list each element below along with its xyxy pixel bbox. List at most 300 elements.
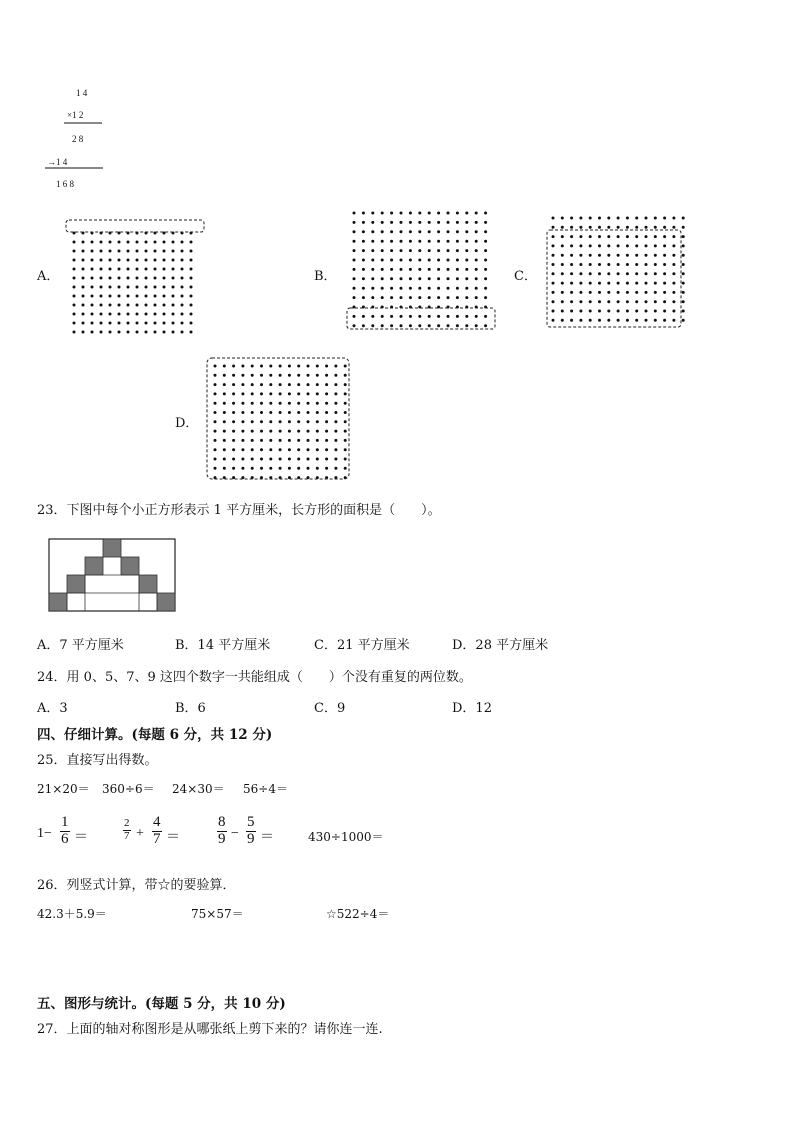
grid-dot	[475, 277, 478, 280]
grid-dot	[316, 374, 319, 377]
grid-dot	[475, 221, 478, 224]
grid-dot	[145, 295, 148, 298]
grid-dot	[136, 286, 139, 289]
grid-dot	[570, 300, 573, 303]
grid-dot	[418, 287, 421, 290]
grid-dot	[579, 254, 582, 257]
mult-underline-2	[45, 167, 105, 169]
grid-dot	[381, 324, 384, 327]
grid-dot	[109, 295, 112, 298]
grid-dot	[136, 304, 139, 307]
grid-dot	[127, 313, 130, 316]
grid-dot	[260, 365, 263, 368]
grid-dot	[635, 235, 638, 238]
grid-dot	[325, 467, 328, 470]
grid-dot	[447, 230, 450, 233]
grid-dot	[223, 365, 226, 368]
grid-dot	[390, 268, 393, 271]
grid-dot	[118, 331, 121, 334]
grid-dot	[260, 420, 263, 423]
grid-dot	[579, 291, 582, 294]
grid-dot	[579, 235, 582, 238]
grid-dot	[371, 249, 374, 252]
grid-dot	[325, 402, 328, 405]
grid-dot	[484, 296, 487, 299]
grid-dot	[82, 259, 85, 262]
grid-dot	[145, 250, 148, 253]
q24-question: 24．用 0、5、7、9 这四个数字一共能组成（ ）个没有重复的两位数。	[37, 670, 472, 685]
fraction-numerator: 4	[153, 814, 161, 830]
grid-dot	[223, 383, 226, 386]
grid-dot	[645, 226, 648, 229]
grid-dot	[145, 322, 148, 325]
grid-dot	[598, 272, 601, 275]
grid-dot	[598, 300, 601, 303]
grid-dot	[409, 268, 412, 271]
grid-dot	[672, 310, 675, 313]
grid-dot	[82, 241, 85, 244]
grid-dot	[241, 374, 244, 377]
grid-dot	[307, 402, 310, 405]
grid-dot	[437, 324, 440, 327]
grid-dot	[251, 402, 254, 405]
grid-dot	[214, 420, 217, 423]
grid-dot	[73, 322, 76, 325]
grid-dot	[325, 411, 328, 414]
grid-dot	[109, 313, 112, 316]
grid-dot	[400, 277, 403, 280]
grid-dot	[232, 439, 235, 442]
grid-dot	[190, 250, 193, 253]
grid-dot	[579, 217, 582, 220]
grid-dot	[465, 287, 468, 290]
grid-dot	[418, 212, 421, 215]
grid-dot	[109, 241, 112, 244]
grid-dot	[409, 287, 412, 290]
grid-dot	[353, 287, 356, 290]
grid-dot	[381, 230, 384, 233]
grid-dot	[325, 439, 328, 442]
grid-dot	[232, 383, 235, 386]
q23-option-a: A．7 平方厘米	[37, 638, 124, 653]
grid-dot	[362, 240, 365, 243]
grid-dot	[428, 259, 431, 262]
grid-dot	[626, 217, 629, 220]
grid-dot	[381, 259, 384, 262]
q25-expr-1-equals: ＝	[74, 829, 88, 845]
grid-dot	[91, 322, 94, 325]
grid-dot	[288, 420, 291, 423]
grid-dot	[400, 212, 403, 215]
grid-dot	[484, 212, 487, 215]
grid-dot	[316, 458, 319, 461]
grid-dot	[607, 254, 610, 257]
grid-dot	[100, 313, 103, 316]
grid-dot	[437, 230, 440, 233]
grid-dot	[353, 212, 356, 215]
grid-dot	[672, 235, 675, 238]
grid-dot	[232, 458, 235, 461]
grid-dot	[214, 430, 217, 433]
grid-dot	[617, 300, 620, 303]
grid-dot	[682, 263, 685, 266]
mult-row-1: 1 4	[76, 88, 88, 98]
grid-dot	[607, 217, 610, 220]
grid-dot	[154, 331, 157, 334]
grid-dot	[381, 315, 384, 318]
mult-underline-1	[64, 122, 104, 124]
grid-dot	[307, 467, 310, 470]
grid-dot	[279, 402, 282, 405]
grid-dot	[484, 230, 487, 233]
grid-dot	[579, 282, 582, 285]
grid-dot	[154, 259, 157, 262]
grid-dot	[598, 282, 601, 285]
grid-dot	[428, 221, 431, 224]
grid-dot	[163, 295, 166, 298]
q25-item-1: 21×20＝	[37, 782, 90, 796]
q25-expr-2-equals: ＝	[166, 829, 180, 845]
grid-dot	[682, 244, 685, 247]
dot-grid-a	[64, 218, 209, 333]
grid-dot	[82, 295, 85, 298]
grid-dot	[598, 319, 601, 322]
grid-dot	[672, 263, 675, 266]
grid-dot	[409, 212, 412, 215]
grid-dot	[344, 402, 347, 405]
grid-dot	[163, 250, 166, 253]
grid-dot	[344, 458, 347, 461]
grid-dot	[654, 291, 657, 294]
grid-dot	[682, 226, 685, 229]
grid-dot	[172, 277, 175, 280]
grid-dot	[409, 230, 412, 233]
grid-dot	[418, 240, 421, 243]
grid-dot	[145, 259, 148, 262]
grid-dot	[428, 268, 431, 271]
grid-dot	[325, 383, 328, 386]
grid-dot	[589, 235, 592, 238]
grid-dot	[172, 241, 175, 244]
dot-grid-b	[345, 208, 500, 333]
grid-dot	[214, 467, 217, 470]
grid-dot	[484, 324, 487, 327]
grid-dot	[163, 259, 166, 262]
grid-dot	[390, 296, 393, 299]
grid-dot	[645, 282, 648, 285]
grid-dot	[447, 240, 450, 243]
grid-dot	[214, 365, 217, 368]
grid-dot	[663, 282, 666, 285]
grid-dot	[654, 254, 657, 257]
grid-dot	[400, 315, 403, 318]
grid-dot	[145, 241, 148, 244]
grid-dot	[589, 300, 592, 303]
grid-dot	[73, 268, 76, 271]
grid-dot	[190, 268, 193, 271]
grid-dot	[251, 439, 254, 442]
grid-dot	[465, 249, 468, 252]
grid-dot	[484, 315, 487, 318]
grid-dot	[344, 430, 347, 433]
grid-dot	[484, 259, 487, 262]
grid-dot	[136, 277, 139, 280]
grid-dot	[288, 411, 291, 414]
grid-dot	[570, 319, 573, 322]
grid-dot	[190, 295, 193, 298]
grid-dot	[172, 313, 175, 316]
grid-dot	[172, 295, 175, 298]
grid-dot	[288, 458, 291, 461]
grid-dot	[73, 259, 76, 262]
grid-dot	[241, 392, 244, 395]
grid-dot	[181, 286, 184, 289]
grid-dot	[127, 277, 130, 280]
q25-expr-1-fraction	[60, 815, 70, 848]
grid-dot	[400, 230, 403, 233]
grid-dot	[362, 315, 365, 318]
staircase-figure	[48, 538, 176, 612]
figure-option-b-label: B．	[314, 269, 337, 284]
grid-dot	[589, 319, 592, 322]
grid-dot	[390, 287, 393, 290]
grid-dot	[181, 250, 184, 253]
grid-dot	[654, 319, 657, 322]
grid-dot	[172, 286, 175, 289]
dot-grid-c	[545, 212, 685, 330]
grid-dot	[163, 322, 166, 325]
grid-dot	[260, 458, 263, 461]
grid-dot	[307, 439, 310, 442]
grid-dot	[82, 322, 85, 325]
grid-dot	[645, 300, 648, 303]
grid-dot	[100, 295, 103, 298]
grid-dot	[316, 420, 319, 423]
grid-dot	[654, 300, 657, 303]
grid-dot	[190, 259, 193, 262]
grid-dot	[635, 217, 638, 220]
grid-dot	[109, 259, 112, 262]
grid-dot	[223, 439, 226, 442]
grid-dot	[163, 313, 166, 316]
grid-dot	[607, 300, 610, 303]
grid-dot	[109, 250, 112, 253]
grid-dot	[73, 277, 76, 280]
grid-dot	[269, 439, 272, 442]
grid-dot	[91, 268, 94, 271]
grid-dot	[617, 226, 620, 229]
grid-dot	[579, 272, 582, 275]
grid-dot	[371, 221, 374, 224]
q25-expr-2-operator: +	[136, 826, 144, 841]
grid-dot	[475, 212, 478, 215]
grid-dot	[682, 282, 685, 285]
grid-dot	[118, 259, 121, 262]
grid-dot	[118, 277, 121, 280]
grid-dot	[163, 277, 166, 280]
grid-dot	[91, 331, 94, 334]
grid-dot	[390, 212, 393, 215]
grid-dot	[136, 313, 139, 316]
grid-dot	[279, 374, 282, 377]
grid-dot	[100, 277, 103, 280]
grid-dot	[100, 286, 103, 289]
grid-dot	[400, 287, 403, 290]
grid-dot	[288, 430, 291, 433]
grid-dot	[82, 313, 85, 316]
grid-dot	[172, 331, 175, 334]
grid-dot	[232, 392, 235, 395]
grid-dot	[316, 383, 319, 386]
grid-dot	[241, 458, 244, 461]
grid-dot	[73, 304, 76, 307]
q27-question: 27．上面的轴对称图形是从哪张纸上剪下来的？请你连一连.	[37, 1022, 383, 1037]
grid-dot	[418, 296, 421, 299]
grid-dot	[214, 402, 217, 405]
grid-dot	[484, 287, 487, 290]
grid-dot	[607, 226, 610, 229]
grid-dot	[645, 254, 648, 257]
grid-dot	[645, 272, 648, 275]
grid-dot	[109, 268, 112, 271]
grid-dot	[589, 291, 592, 294]
grid-dot	[127, 286, 130, 289]
grid-dot	[645, 244, 648, 247]
grid-dot	[91, 277, 94, 280]
grid-dot	[400, 221, 403, 224]
grid-dot	[484, 221, 487, 224]
grid-dot	[465, 230, 468, 233]
grid-dot	[663, 300, 666, 303]
grid-dot	[400, 324, 403, 327]
grid-dot	[154, 277, 157, 280]
grid-dot	[626, 254, 629, 257]
grid-dot	[561, 217, 564, 220]
grid-dot	[552, 291, 555, 294]
grid-dot	[437, 296, 440, 299]
grid-dot	[288, 467, 291, 470]
grid-dot	[344, 392, 347, 395]
grid-dot	[181, 259, 184, 262]
grid-dot	[214, 458, 217, 461]
q25-expr-3-fraction-2	[246, 815, 256, 848]
grid-dot	[409, 324, 412, 327]
grid-dot	[570, 263, 573, 266]
grid-dot	[172, 268, 175, 271]
grid-dot	[307, 448, 310, 451]
grid-dot	[654, 282, 657, 285]
grid-dot	[672, 254, 675, 257]
grid-dot	[390, 230, 393, 233]
grid-dot	[645, 319, 648, 322]
grid-dot	[100, 304, 103, 307]
grid-dot	[73, 295, 76, 298]
grid-dot	[118, 241, 121, 244]
grid-dot	[456, 277, 459, 280]
grid-dot	[118, 304, 121, 307]
grid-dot	[552, 244, 555, 247]
grid-dot	[307, 420, 310, 423]
grid-dot	[617, 272, 620, 275]
grid-dot	[232, 402, 235, 405]
grid-dot	[127, 304, 130, 307]
grid-dot	[456, 296, 459, 299]
grid-dot	[456, 287, 459, 290]
grid-dot	[232, 430, 235, 433]
grid-dot	[626, 319, 629, 322]
grid-dot	[456, 268, 459, 271]
grid-dot	[371, 230, 374, 233]
grid-dot	[390, 249, 393, 252]
grid-dot	[437, 221, 440, 224]
q25-expr-2-fraction-1	[123, 818, 131, 842]
grid-dot	[465, 324, 468, 327]
grid-dot	[362, 221, 365, 224]
grid-dot	[561, 300, 564, 303]
grid-dot	[109, 331, 112, 334]
grid-dot	[223, 448, 226, 451]
grid-dot	[307, 411, 310, 414]
grid-dot	[136, 259, 139, 262]
grid-dot	[181, 304, 184, 307]
grid-dot	[297, 383, 300, 386]
grid-dot	[279, 411, 282, 414]
grid-dot	[626, 291, 629, 294]
grid-dot	[232, 374, 235, 377]
grid-dot	[635, 254, 638, 257]
grid-dot	[100, 331, 103, 334]
grid-dot	[682, 272, 685, 275]
grid-dot	[484, 249, 487, 252]
grid-dot	[400, 240, 403, 243]
grid-dot	[598, 310, 601, 313]
dashed-outline	[66, 220, 204, 232]
grid-dot	[447, 268, 450, 271]
grid-dot	[428, 324, 431, 327]
grid-dot	[552, 272, 555, 275]
grid-dot	[118, 286, 121, 289]
grid-dot	[334, 420, 337, 423]
grid-dot	[362, 287, 365, 290]
grid-dot	[465, 221, 468, 224]
grid-dot	[617, 291, 620, 294]
grid-dot	[579, 319, 582, 322]
grid-dot	[127, 331, 130, 334]
grid-dot	[109, 304, 112, 307]
grid-dot	[447, 259, 450, 262]
grid-dot	[682, 310, 685, 313]
grid-dot	[371, 324, 374, 327]
grid-dot	[136, 295, 139, 298]
grid-dot	[362, 212, 365, 215]
grid-dot	[663, 217, 666, 220]
grid-dot	[241, 402, 244, 405]
grid-dot	[325, 458, 328, 461]
grid-dot	[232, 448, 235, 451]
grid-dot	[579, 263, 582, 266]
grid-dot	[456, 324, 459, 327]
grid-dot	[626, 282, 629, 285]
grid-dot	[127, 250, 130, 253]
grid-dot	[626, 226, 629, 229]
grid-dot	[437, 259, 440, 262]
grid-dot	[251, 448, 254, 451]
grid-dot	[598, 226, 601, 229]
grid-dot	[579, 226, 582, 229]
grid-dot	[635, 310, 638, 313]
grid-dot	[561, 272, 564, 275]
q26-item-1: 42.3＋5.9＝	[37, 907, 107, 921]
